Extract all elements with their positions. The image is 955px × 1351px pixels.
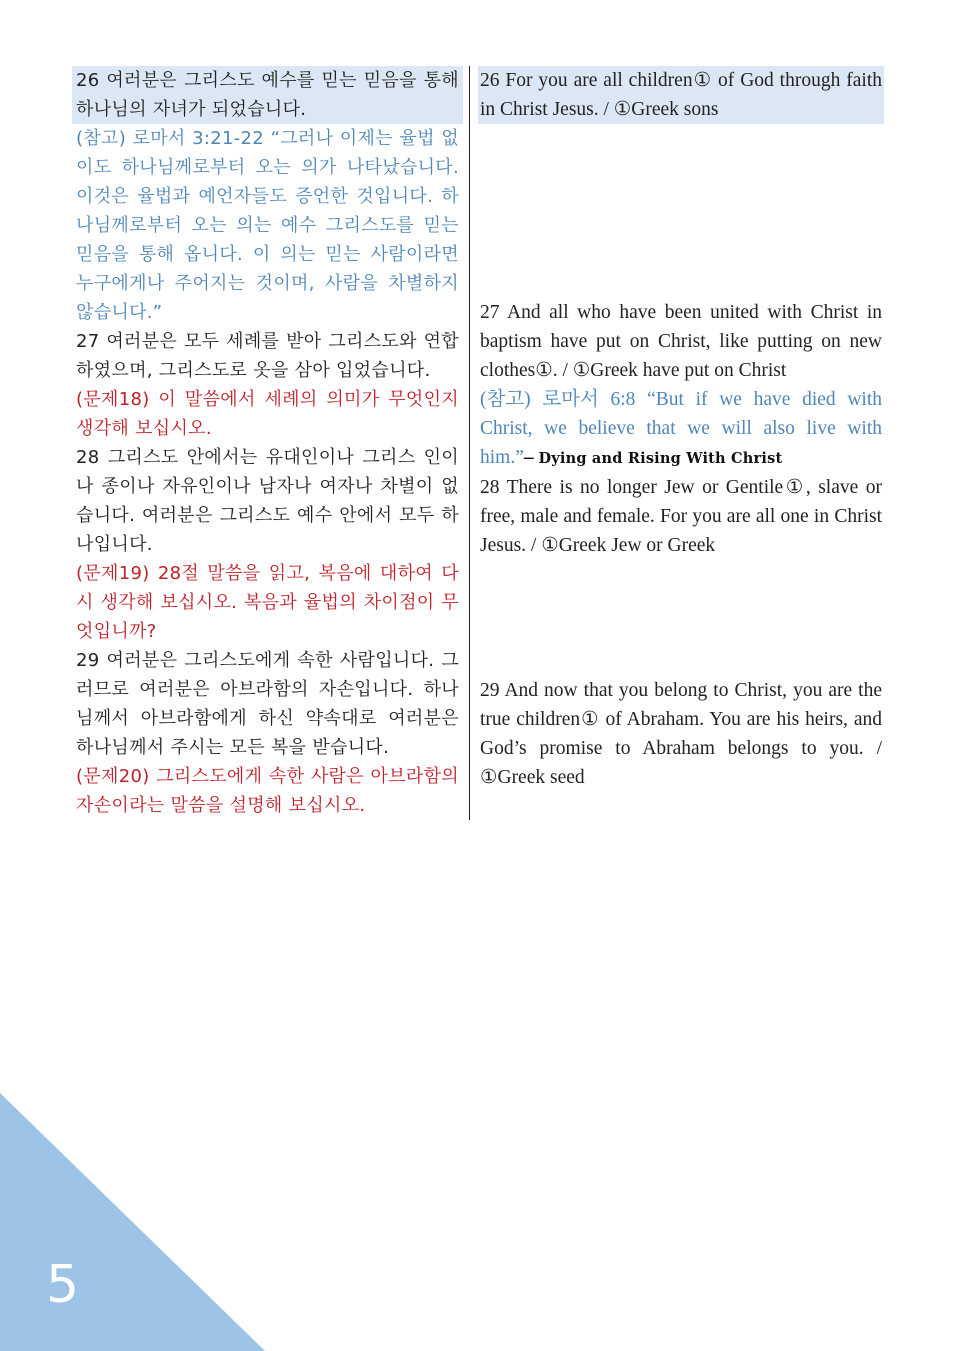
korean-verse-27: 27 여러분은 모두 세례를 받아 그리스도와 연합하였으며, 그리스도로 옷을 삼아 입었습니다. xyxy=(76,331,459,381)
bilingual-verse-table xyxy=(72,66,884,820)
page-number: 5 xyxy=(46,1255,80,1315)
spacer xyxy=(478,560,884,676)
korean-column xyxy=(72,66,470,820)
korean-reference-note-romans-3: (참고) 로마서 3:21-22 “그러나 이제는 율법 없이도 하나님께로부터 오는 의가 나타났습니다. 이것은 율법과 예언자들도 증언한 것입니다. 하나님께로부터 오는 의는 예수 그리스도를 믿는 믿음을 통해 옵니다. 이 의는 믿는 사람이라면 누구에게나 주어지는 것이며, 사람을 차별하지 않습니다.” xyxy=(76,128,459,323)
english-verse-26: 26 For you are all children① of God through faith in Christ Jesus. / ①Greek sons xyxy=(478,66,884,124)
section-title: Dying and Rising With Christ xyxy=(538,450,783,467)
korean-verse-26: 26 여러분은 그리스도 예수를 믿는 믿음을 통해 하나님의 자녀가 되었습니다. xyxy=(72,66,463,124)
question-19: (문제19) 28절 말씀을 읽고, 복음에 대하여 다시 생각해 보십시오. 복음과 율법의 차이점이 무엇입니까? xyxy=(76,563,459,642)
english-reference-note-romans-6 xyxy=(478,385,884,473)
english-verse-28: 28 There is no longer Jew or Gentile①, slave or free, male and female. For you are all one in Christ Jesus. / ①Greek Jew or Greek xyxy=(480,477,882,556)
question-18: (문제18) 이 말씀에서 세례의 의미가 무엇인지 생각해 보십시오. xyxy=(76,389,459,439)
korean-verse-29: 29 여러분은 그리스도에게 속한 사람입니다. 그러므로 여러분은 아브라함의 자손입니다. 하나님께서 아브라함에게 하신 약속대로 여러분은 하나님께서 주시는 모든 복을 받습니다. xyxy=(76,650,459,758)
english-verse-27: 27 And all who have been united with Christ in baptism have put on Christ, like putting on new clothes①. / ①Greek have put on Christ xyxy=(480,302,882,381)
reference-note-text: (참고) 로마서 6:8 “But if we have died with Christ, we believe that we will also live with him.” xyxy=(480,389,882,468)
question-20: (문제20) 그리스도에게 속한 사람은 아브라함의 자손이라는 말씀을 설명해 보십시오. xyxy=(76,766,459,816)
korean-verse-28: 28 그리스도 안에서는 유대인이나 그리스 인이나 종이나 자유인이나 남자나 여자나 차별이 없습니다. 여러분은 그리스도 예수 안에서 모두 하나입니다. xyxy=(76,447,459,555)
english-column xyxy=(470,66,884,820)
title-dash: – xyxy=(523,447,539,468)
english-verse-29: 29 And now that you belong to Christ, you are the true children① of Abraham. You are his heirs, and God’s promise to Abraham belongs to you. / ①Greek seed xyxy=(480,680,882,788)
corner-triangle-shape xyxy=(0,1093,265,1351)
spacer xyxy=(478,124,884,298)
corner-triangle-decoration xyxy=(0,1093,265,1351)
